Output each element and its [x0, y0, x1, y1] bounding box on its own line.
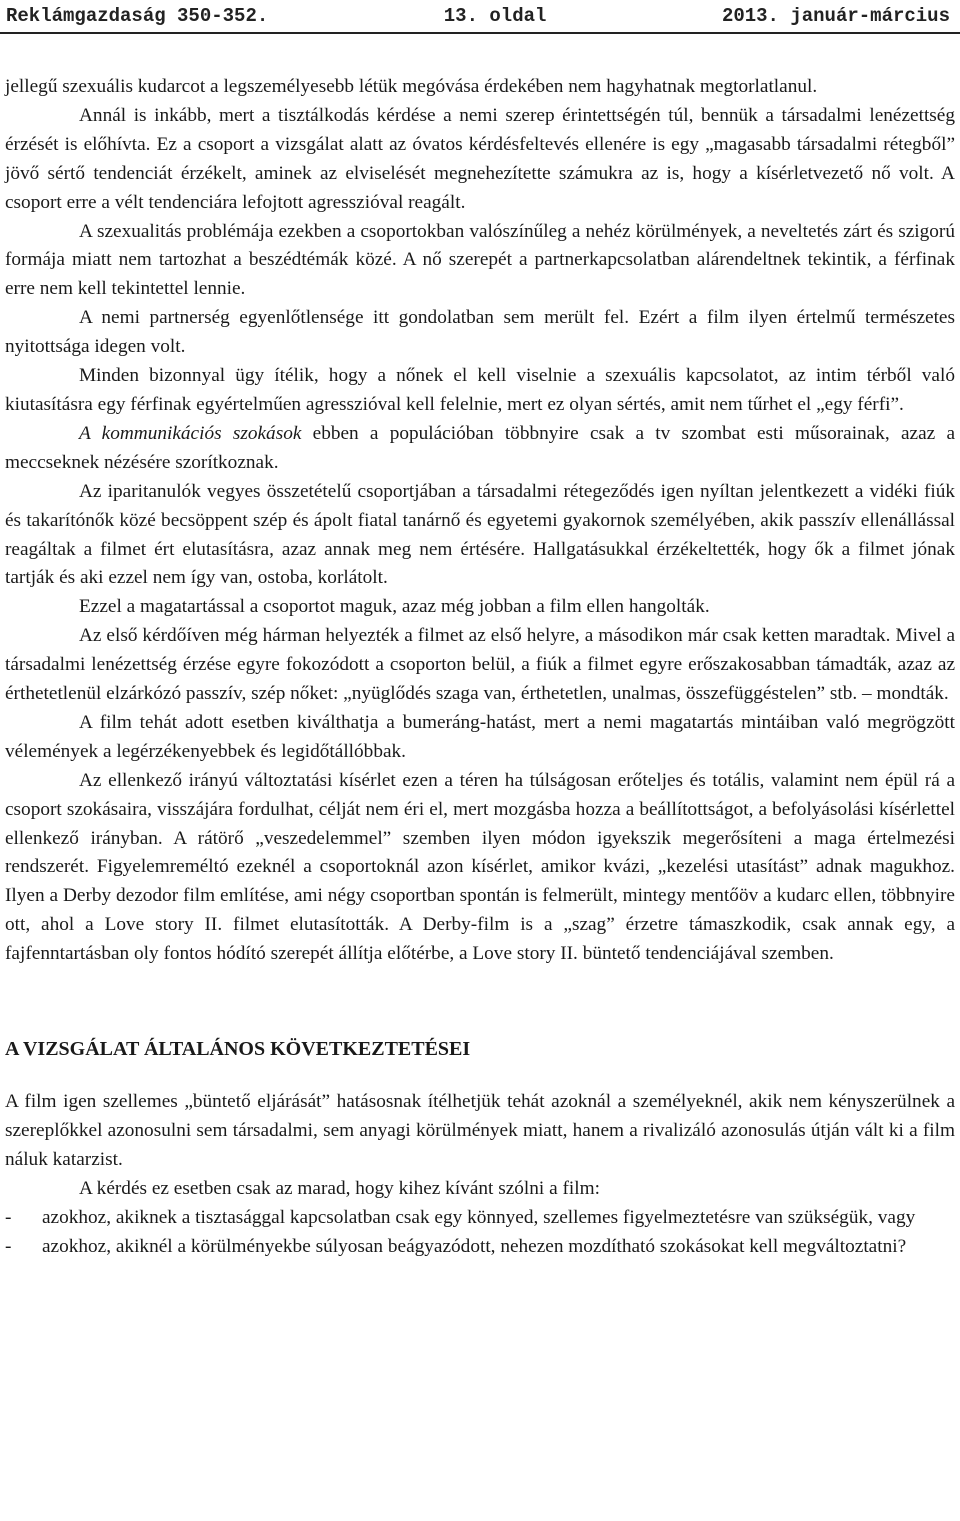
paragraph: A nemi partnerség egyenlőtlensége itt gondolatban sem merült fel. Ezért a film ilyen értelmű természetes nyitottsága idegen volt.: [5, 307, 955, 358]
page-number: 13. oldal: [443, 5, 547, 27]
paragraph: Az iparitanulók vegyes összetételű csoportjában a társadalmi rétegeződés igen nyíltan jelentkezett a vidéki fiúk és takarítónők közé becsöppent szép és ápolt fiatal tanárnő és egyetemi gyakornok személyében, akik passzív ellenállással reagáltak a filmet ért elutasításra, azaz annak meg nem értésére. Hallgatásukkal érzékeltették, hogy ők a filmet jónak tartják és aki ezzel nem így van, ostoba, korlátolt.: [5, 480, 955, 589]
list-dash: -: [5, 1235, 12, 1257]
list-item: - azokhoz, akiknél a körülményekbe súlyosan beágyazódott, nehezen mozdítható szokásokat kell megváltoztatni?: [5, 1233, 955, 1262]
emphasized-term: A kommunikációs szokások: [79, 422, 302, 444]
list-dash: -: [5, 1206, 12, 1228]
paragraph: A film tehát adott esetben kiválthatja a bumeráng-hatást, mert a nemi magatartás mintáiban való megrögzött vélemények a legérzékenyebbek és legidőtállóbbak.: [5, 711, 955, 762]
paragraph: A szexualitás problémája ezekben a csoportokban valószínűleg a nehéz körülmények, a neveltetés zárt és szigorú formája miatt nem tartozhat a beszédtémák közé. A nő szerepét a partnerkapcsolatban alárendeltnek tekintik, a férfinak erre nem kell tekintettel lennie.: [5, 220, 955, 300]
paragraph: Ezzel a magatartással a csoportot maguk, azaz még jobban a film ellen hangolták.: [79, 596, 710, 618]
paragraph: A kérdés ez esetben csak az marad, hogy kihez kívánt szólni a film:: [79, 1177, 600, 1199]
document-body: [5, 73, 955, 1261]
list-item: - azokhoz, akiknek a tisztasággal kapcsolatban csak egy könnyed, szellemes figyelmeztetésre van szükségük, vagy: [5, 1204, 955, 1233]
paragraph: A film igen szellemes „büntető eljárását” hatásosnak ítélhetjük tehát azoknál a személyeknél, akik nem kényszerülnek a szereplőkkel azonosulni sem társadalmi, sem anyagi körülmények miatt, hanem a rivalizáló azonosulás útján vált ki a film náluk katarzist.: [5, 1091, 955, 1170]
paragraph: Annál is inkább, mert a tisztálkodás kérdése a nemi szerep érintettségén túl, bennük a társadalmi lenézettség érzését is előhívta. Ez a csoport a vizsgálat alatt az óvatos kérdésfeltevés ellenére is egy „magasabb társadalmi rétegből” jövő sértő tendenciát érzékelt, aminek az elviselését megnehezítette számukra az is, hogy a kísérletvezető nő volt. A csoport erre a vélt tendenciára lefojtott agresszióval reagált.: [5, 104, 955, 213]
section-heading: A VIZSGÁLAT ÁLTALÁNOS KÖVETKEZTETÉSEI: [5, 1038, 471, 1061]
paragraph: A kommunikációs szokások ebben a populációban többnyire csak a tv szombat esti műsorainak, azaz a meccseknek nézésére szorítkoznak.: [5, 422, 956, 473]
paragraph: jellegű szexuális kudarcot a legszemélyesebb létük megóvása érdekében nem hagyhatnak megtorlatlanul.: [5, 76, 818, 97]
paragraph: Minden bizonnyal ügy ítélik, hogy a nőnek el kell viselnie a szexuális kapcsolatot, az intim térből való kiutasításra egy férfinak egyértelműen agresszióval kell felelnie, mert ez olyan sértés, amit nem tűrhet el „egy férfi”.: [5, 365, 955, 415]
question-list: [5, 1204, 955, 1262]
issue-date: 2013. január-március: [721, 5, 950, 27]
page-header: [0, 0, 960, 34]
journal-title: Reklámgazdaság 350-352.: [6, 5, 269, 27]
paragraph: Az első kérdőíven még hárman helyezték a filmet az első helyre, a másodikon már csak ketten maradtak. Mivel a társadalmi lenézettség érzése egyre fokozódott a csoporton belül, a fiúk a filmet egyre erőszakosabban támadták, azaz az érthetetlenül elzárkózó passzív, szép nőket: „nyüglődés szaga van, érthetetlen, unalmas, összefüggéstelen” stb. – mondták.: [5, 625, 955, 705]
paragraph: Az ellenkező irányú változtatási kísérlet ezen a téren ha túlságosan erőteljes és totális, valamint nem épül rá a csoport szokásaira, visszájára fordulhat, célját nem éri el, mert mozgásba hozza a beállítottságot, a befolyásolási kísérlettel ellenkező irányban. A rátörő „veszedelemmel” szemben ilyen módon igyekszik megerősíteni a maga értelmezési rendszerét. Figyelemreméltó ezeknél a csoportoknál azon kísérlet, amikor kvázi, „kezelési utasítást” adnak magukhoz. Ilyen a Derby dezodor film említése, ami négy csoportban spontán is felmerült, mintegy mentőöv a kudarc ellen, többnyire ott, ahol a Love story II. filmet elutasították. A Derby-film is a „szag” érzetre támaszkodik, csak annak egy, a fajfenntartásban oly fontos hódító szerepét állítja előtérbe, a Love story II. büntető tendenciájával szemben.: [5, 769, 955, 965]
